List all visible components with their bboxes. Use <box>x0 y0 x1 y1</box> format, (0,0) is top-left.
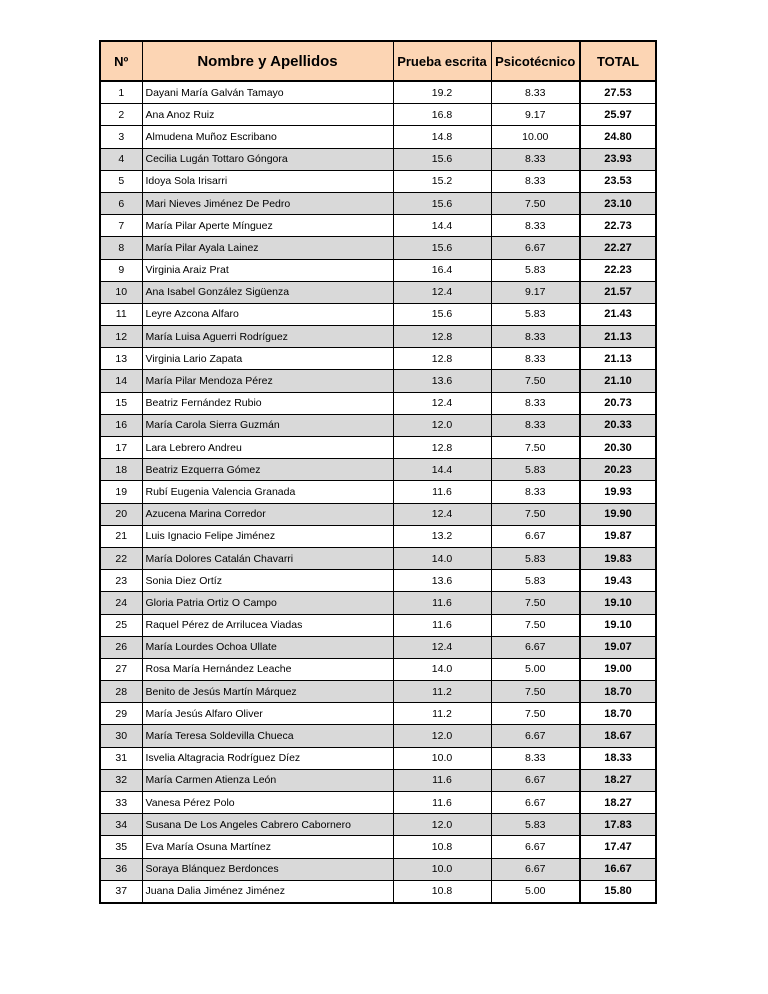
row-name: Soraya Blánquez Berdonces <box>142 858 393 880</box>
row-written-score: 12.4 <box>393 281 491 303</box>
row-written-score: 11.6 <box>393 614 491 636</box>
row-name: Luis Ignacio Felipe Jiménez <box>142 525 393 547</box>
row-name: Isvelia Altagracia Rodríguez Díez <box>142 747 393 769</box>
table-row <box>100 636 656 658</box>
table-row <box>100 81 656 104</box>
row-number: 22 <box>100 547 142 569</box>
row-number: 29 <box>100 703 142 725</box>
table-row <box>100 459 656 481</box>
row-total-score: 22.23 <box>580 259 656 281</box>
row-total-score: 22.73 <box>580 215 656 237</box>
table-row <box>100 281 656 303</box>
row-number: 16 <box>100 414 142 436</box>
row-name: Cecilia Lugán Tottaro Góngora <box>142 148 393 170</box>
row-total-score: 22.27 <box>580 237 656 259</box>
row-number: 12 <box>100 326 142 348</box>
table-row <box>100 703 656 725</box>
row-written-score: 12.8 <box>393 348 491 370</box>
row-total-score: 17.47 <box>580 836 656 858</box>
row-psychotechnical-score: 5.00 <box>491 658 580 680</box>
row-total-score: 20.33 <box>580 414 656 436</box>
row-psychotechnical-score: 8.33 <box>491 81 580 104</box>
row-written-score: 16.4 <box>393 259 491 281</box>
row-number: 37 <box>100 880 142 903</box>
row-psychotechnical-score: 6.67 <box>491 836 580 858</box>
row-psychotechnical-score: 9.17 <box>491 281 580 303</box>
row-written-score: 10.0 <box>393 858 491 880</box>
row-written-score: 12.4 <box>393 636 491 658</box>
row-written-score: 10.0 <box>393 747 491 769</box>
row-name: María Pilar Mendoza Pérez <box>142 370 393 392</box>
row-psychotechnical-score: 5.83 <box>491 459 580 481</box>
row-name: Susana De Los Angeles Cabrero Cabornero <box>142 814 393 836</box>
table-row <box>100 503 656 525</box>
row-name: María Carmen Atienza León <box>142 769 393 791</box>
row-number: 35 <box>100 836 142 858</box>
row-psychotechnical-score: 5.83 <box>491 259 580 281</box>
row-written-score: 12.0 <box>393 814 491 836</box>
row-number: 1 <box>100 81 142 104</box>
row-name: María Pilar Ayala Lainez <box>142 237 393 259</box>
row-name: Idoya Sola Irisarri <box>142 170 393 192</box>
row-total-score: 19.83 <box>580 547 656 569</box>
header-number: Nº <box>100 41 142 81</box>
row-name: Leyre Azcona Alfaro <box>142 303 393 325</box>
row-psychotechnical-score: 6.67 <box>491 725 580 747</box>
row-name: María Teresa Soldevilla Chueca <box>142 725 393 747</box>
row-total-score: 20.23 <box>580 459 656 481</box>
row-name: Ana Isabel González Sigüenza <box>142 281 393 303</box>
table-row <box>100 481 656 503</box>
row-total-score: 17.83 <box>580 814 656 836</box>
row-name: Virginia Araiz Prat <box>142 259 393 281</box>
row-written-score: 11.6 <box>393 792 491 814</box>
row-total-score: 20.73 <box>580 392 656 414</box>
table-row <box>100 148 656 170</box>
row-name: Juana Dalia Jiménez Jiménez <box>142 880 393 903</box>
table-row <box>100 170 656 192</box>
row-number: 3 <box>100 126 142 148</box>
table-row <box>100 592 656 614</box>
row-total-score: 20.30 <box>580 437 656 459</box>
row-number: 26 <box>100 636 142 658</box>
header-name: Nombre y Apellidos <box>142 41 393 81</box>
row-written-score: 12.0 <box>393 414 491 436</box>
row-psychotechnical-score: 8.33 <box>491 170 580 192</box>
row-written-score: 10.8 <box>393 836 491 858</box>
row-written-score: 12.4 <box>393 392 491 414</box>
table-row <box>100 348 656 370</box>
row-number: 7 <box>100 215 142 237</box>
table-header <box>100 41 656 81</box>
table-row <box>100 769 656 791</box>
row-psychotechnical-score: 7.50 <box>491 192 580 214</box>
row-psychotechnical-score: 8.33 <box>491 326 580 348</box>
row-written-score: 14.0 <box>393 547 491 569</box>
row-psychotechnical-score: 8.33 <box>491 414 580 436</box>
row-psychotechnical-score: 7.50 <box>491 703 580 725</box>
row-psychotechnical-score: 5.83 <box>491 547 580 569</box>
row-number: 10 <box>100 281 142 303</box>
row-total-score: 23.53 <box>580 170 656 192</box>
row-name: Azucena Marina Corredor <box>142 503 393 525</box>
row-total-score: 19.87 <box>580 525 656 547</box>
row-name: Virginia Lario Zapata <box>142 348 393 370</box>
row-written-score: 15.2 <box>393 170 491 192</box>
row-name: Eva María Osuna Martínez <box>142 836 393 858</box>
row-number: 33 <box>100 792 142 814</box>
row-number: 30 <box>100 725 142 747</box>
row-written-score: 12.8 <box>393 326 491 348</box>
row-name: Mari Nieves Jiménez De Pedro <box>142 192 393 214</box>
row-number: 9 <box>100 259 142 281</box>
row-number: 36 <box>100 858 142 880</box>
row-total-score: 19.07 <box>580 636 656 658</box>
row-number: 31 <box>100 747 142 769</box>
table-row <box>100 681 656 703</box>
row-written-score: 14.4 <box>393 459 491 481</box>
row-total-score: 27.53 <box>580 81 656 104</box>
row-psychotechnical-score: 8.33 <box>491 747 580 769</box>
row-psychotechnical-score: 6.67 <box>491 636 580 658</box>
row-total-score: 21.10 <box>580 370 656 392</box>
row-name: Almudena Muñoz Escribano <box>142 126 393 148</box>
row-total-score: 23.93 <box>580 148 656 170</box>
row-psychotechnical-score: 7.50 <box>491 614 580 636</box>
table-row <box>100 303 656 325</box>
table-body <box>100 81 656 903</box>
row-psychotechnical-score: 7.50 <box>491 437 580 459</box>
row-psychotechnical-score: 6.67 <box>491 769 580 791</box>
table-row <box>100 326 656 348</box>
table-row <box>100 747 656 769</box>
header-total: TOTAL <box>580 41 656 81</box>
row-written-score: 12.4 <box>393 503 491 525</box>
table-row <box>100 192 656 214</box>
header-row <box>100 41 656 81</box>
row-name: María Lourdes Ochoa Ullate <box>142 636 393 658</box>
row-total-score: 23.10 <box>580 192 656 214</box>
row-name: María Luisa Aguerri Rodríguez <box>142 326 393 348</box>
row-psychotechnical-score: 6.67 <box>491 525 580 547</box>
table-row <box>100 858 656 880</box>
row-psychotechnical-score: 6.67 <box>491 792 580 814</box>
row-number: 15 <box>100 392 142 414</box>
row-psychotechnical-score: 5.00 <box>491 880 580 903</box>
row-total-score: 19.00 <box>580 658 656 680</box>
row-psychotechnical-score: 7.50 <box>491 370 580 392</box>
row-written-score: 15.6 <box>393 237 491 259</box>
row-written-score: 11.6 <box>393 592 491 614</box>
row-written-score: 13.6 <box>393 370 491 392</box>
row-number: 23 <box>100 570 142 592</box>
row-psychotechnical-score: 8.33 <box>491 215 580 237</box>
row-name: Dayani María Galván Tamayo <box>142 81 393 104</box>
row-number: 28 <box>100 681 142 703</box>
row-psychotechnical-score: 8.33 <box>491 148 580 170</box>
row-number: 25 <box>100 614 142 636</box>
row-psychotechnical-score: 5.83 <box>491 570 580 592</box>
row-name: Raquel Pérez de Arrilucea Viadas <box>142 614 393 636</box>
row-name: Beatriz Fernández Rubio <box>142 392 393 414</box>
row-written-score: 14.0 <box>393 658 491 680</box>
table-row <box>100 725 656 747</box>
table-row <box>100 370 656 392</box>
row-total-score: 19.90 <box>580 503 656 525</box>
row-name: Sonia Diez Ortíz <box>142 570 393 592</box>
row-number: 24 <box>100 592 142 614</box>
row-total-score: 21.13 <box>580 348 656 370</box>
row-name: María Pilar Aperte Mínguez <box>142 215 393 237</box>
header-psychotechnical: Psicotécnico <box>491 41 580 81</box>
row-total-score: 19.10 <box>580 592 656 614</box>
row-written-score: 16.8 <box>393 104 491 126</box>
row-total-score: 21.13 <box>580 326 656 348</box>
row-psychotechnical-score: 6.67 <box>491 858 580 880</box>
row-number: 18 <box>100 459 142 481</box>
row-total-score: 21.57 <box>580 281 656 303</box>
row-total-score: 19.10 <box>580 614 656 636</box>
row-total-score: 25.97 <box>580 104 656 126</box>
table-row <box>100 836 656 858</box>
row-total-score: 18.67 <box>580 725 656 747</box>
table-row <box>100 215 656 237</box>
row-total-score: 21.43 <box>580 303 656 325</box>
row-name: María Jesús Alfaro Oliver <box>142 703 393 725</box>
row-number: 14 <box>100 370 142 392</box>
row-total-score: 19.93 <box>580 481 656 503</box>
row-number: 17 <box>100 437 142 459</box>
row-name: Lara Lebrero Andreu <box>142 437 393 459</box>
row-psychotechnical-score: 9.17 <box>491 104 580 126</box>
row-total-score: 18.70 <box>580 681 656 703</box>
row-written-score: 11.2 <box>393 681 491 703</box>
row-psychotechnical-score: 7.50 <box>491 681 580 703</box>
row-total-score: 19.43 <box>580 570 656 592</box>
row-name: María Dolores Catalán Chavarri <box>142 547 393 569</box>
row-total-score: 15.80 <box>580 880 656 903</box>
row-written-score: 15.6 <box>393 148 491 170</box>
table-row <box>100 437 656 459</box>
row-psychotechnical-score: 7.50 <box>491 592 580 614</box>
table-row <box>100 126 656 148</box>
row-name: Ana Anoz Ruiz <box>142 104 393 126</box>
table-row <box>100 880 656 903</box>
row-written-score: 19.2 <box>393 81 491 104</box>
row-number: 27 <box>100 658 142 680</box>
row-name: Vanesa Pérez Polo <box>142 792 393 814</box>
row-written-score: 11.6 <box>393 769 491 791</box>
table-row <box>100 392 656 414</box>
row-written-score: 13.6 <box>393 570 491 592</box>
table-row <box>100 792 656 814</box>
row-name: Gloria Patria Ortiz O Campo <box>142 592 393 614</box>
row-total-score: 16.67 <box>580 858 656 880</box>
row-number: 5 <box>100 170 142 192</box>
row-number: 13 <box>100 348 142 370</box>
row-number: 8 <box>100 237 142 259</box>
table-row <box>100 104 656 126</box>
row-number: 19 <box>100 481 142 503</box>
row-written-score: 15.6 <box>393 192 491 214</box>
row-written-score: 14.8 <box>393 126 491 148</box>
row-written-score: 15.6 <box>393 303 491 325</box>
row-number: 4 <box>100 148 142 170</box>
table-row <box>100 614 656 636</box>
row-number: 20 <box>100 503 142 525</box>
row-name: Beatriz Ezquerra Gómez <box>142 459 393 481</box>
row-written-score: 10.8 <box>393 880 491 903</box>
row-psychotechnical-score: 7.50 <box>491 503 580 525</box>
row-total-score: 24.80 <box>580 126 656 148</box>
table-row <box>100 414 656 436</box>
row-total-score: 18.27 <box>580 769 656 791</box>
row-written-score: 13.2 <box>393 525 491 547</box>
table-row <box>100 570 656 592</box>
row-name: Benito de Jesús Martín Márquez <box>142 681 393 703</box>
results-table <box>99 40 657 904</box>
row-psychotechnical-score: 8.33 <box>491 481 580 503</box>
row-total-score: 18.33 <box>580 747 656 769</box>
row-number: 21 <box>100 525 142 547</box>
row-written-score: 11.2 <box>393 703 491 725</box>
header-written-test: Prueba escrita <box>393 41 491 81</box>
row-number: 34 <box>100 814 142 836</box>
row-written-score: 12.8 <box>393 437 491 459</box>
row-name: María Carola Sierra Guzmán <box>142 414 393 436</box>
row-name: Rosa María Hernández Leache <box>142 658 393 680</box>
row-psychotechnical-score: 5.83 <box>491 303 580 325</box>
row-number: 2 <box>100 104 142 126</box>
row-number: 6 <box>100 192 142 214</box>
row-psychotechnical-score: 10.00 <box>491 126 580 148</box>
table-row <box>100 547 656 569</box>
table-row <box>100 259 656 281</box>
row-total-score: 18.70 <box>580 703 656 725</box>
row-psychotechnical-score: 8.33 <box>491 392 580 414</box>
row-number: 11 <box>100 303 142 325</box>
row-written-score: 11.6 <box>393 481 491 503</box>
table-row <box>100 658 656 680</box>
row-written-score: 12.0 <box>393 725 491 747</box>
table-row <box>100 525 656 547</box>
row-psychotechnical-score: 5.83 <box>491 814 580 836</box>
table-row <box>100 237 656 259</box>
row-written-score: 14.4 <box>393 215 491 237</box>
row-psychotechnical-score: 8.33 <box>491 348 580 370</box>
row-total-score: 18.27 <box>580 792 656 814</box>
row-number: 32 <box>100 769 142 791</box>
row-name: Rubí Eugenia Valencia Granada <box>142 481 393 503</box>
table-row <box>100 814 656 836</box>
row-psychotechnical-score: 6.67 <box>491 237 580 259</box>
